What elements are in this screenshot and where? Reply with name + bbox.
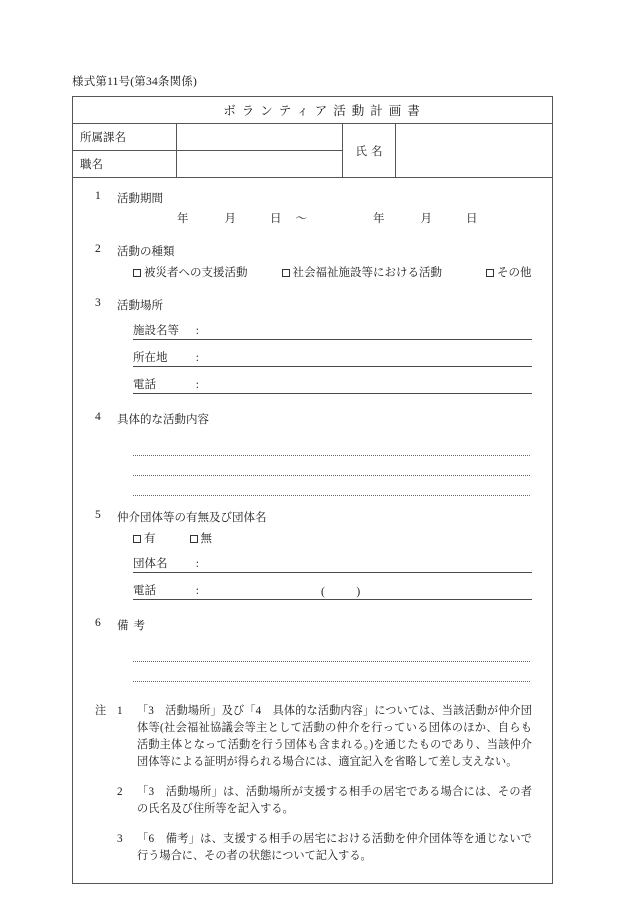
note-item	[95, 831, 532, 865]
department-row	[73, 124, 342, 151]
facility-name-label	[133, 322, 199, 340]
form-table	[72, 96, 553, 884]
checkbox-option-disaster-support[interactable]	[133, 264, 248, 280]
activity-period-date-line[interactable]	[95, 210, 532, 226]
org-name-label	[133, 555, 199, 573]
section-4-number: 4	[95, 411, 101, 423]
form-number: 様式第11号(第34条関係)	[72, 76, 198, 88]
section-2-heading	[95, 243, 532, 259]
position-label-text: 職名	[80, 159, 103, 171]
note-text: 「3 活動場所」は、活動場所が支援する相手の居宅である場合には、その者の氏名及び住所等を記入する。	[137, 786, 532, 815]
org-phone-colon: :	[195, 585, 199, 597]
form-body	[73, 178, 552, 883]
remarks-writing-area[interactable]	[95, 642, 532, 682]
address-label	[133, 349, 199, 367]
address-input[interactable]	[199, 352, 532, 367]
checkbox-icon[interactable]	[282, 269, 290, 277]
section-remarks	[73, 617, 552, 682]
dotted-line[interactable]	[133, 642, 530, 662]
section-3-heading	[95, 297, 532, 313]
department-input[interactable]	[177, 124, 342, 150]
org-name-label-text: 団体名	[133, 558, 168, 570]
start-month-label: 月	[224, 213, 236, 225]
checkbox-icon[interactable]	[190, 535, 198, 543]
dotted-line[interactable]	[133, 436, 530, 456]
notes-label-spacer	[95, 831, 117, 865]
section-4-heading	[95, 411, 532, 427]
facility-name-field	[95, 322, 532, 340]
section-5-title: 仲介団体等の有無及び団体名	[117, 512, 267, 524]
identity-block	[73, 124, 552, 178]
section-2-title: 活動の種類	[117, 246, 175, 258]
title-row	[73, 97, 552, 124]
document-title: ボランティア活動計画書	[223, 104, 426, 118]
checkbox-option-disaster-support-label: 被災者への支援活動	[144, 267, 248, 279]
section-1-title: 活動期間	[117, 193, 163, 205]
department-label-text: 所属課名	[80, 132, 126, 144]
facility-name-label-text: 施設名等	[133, 325, 179, 337]
checkbox-icon[interactable]	[486, 269, 494, 277]
section-2-number: 2	[95, 243, 101, 255]
note-number: 3	[117, 833, 123, 845]
org-phone-label-text: 電話	[133, 585, 156, 597]
section-1-heading	[95, 190, 532, 206]
section-activity-type	[73, 243, 552, 280]
section-5-heading	[95, 509, 532, 525]
section-6-number: 6	[95, 617, 101, 629]
phone-colon: :	[195, 379, 199, 391]
start-year-label: 年	[177, 213, 189, 225]
checkbox-option-other[interactable]	[486, 264, 532, 280]
address-field	[95, 349, 532, 367]
note-number: 1	[117, 705, 123, 717]
facility-name-colon: :	[195, 325, 199, 337]
department-label	[73, 124, 177, 150]
section-3-title: 活動場所	[117, 300, 163, 312]
checkbox-icon[interactable]	[133, 535, 141, 543]
dotted-line[interactable]	[133, 456, 530, 476]
section-activity-details	[73, 411, 552, 496]
name-label: 氏名	[343, 124, 396, 177]
position-row	[73, 151, 342, 177]
position-label	[73, 151, 177, 177]
section-intermediary-org	[73, 509, 552, 600]
note-item	[95, 784, 532, 818]
section-4-title: 具体的な活動内容	[117, 414, 209, 426]
org-phone-field	[95, 582, 532, 600]
section-6-heading	[95, 617, 532, 633]
position-input[interactable]	[177, 151, 342, 177]
checkbox-option-no-label: 無	[200, 533, 212, 545]
org-name-input[interactable]	[199, 558, 532, 573]
end-day-label: 日	[466, 213, 478, 225]
note-text: 「6 備考」は、支援する相手の居宅における活動を仲介団体等を通じないで行う場合に、その者の状態について記入する。	[137, 833, 532, 862]
note-item	[95, 703, 532, 771]
address-label-text: 所在地	[133, 352, 168, 364]
section-3-number: 3	[95, 297, 101, 309]
org-phone-input[interactable]	[199, 585, 532, 600]
checkbox-option-other-label: その他	[497, 267, 532, 279]
start-day-label: 日	[270, 213, 282, 225]
notes-section	[73, 703, 552, 865]
checkbox-option-welfare-facility-label: 社会福祉施設等における活動	[292, 267, 442, 279]
org-phone-label	[133, 582, 199, 600]
phone-field	[95, 376, 532, 394]
dotted-line[interactable]	[133, 476, 530, 496]
phone-input[interactable]	[199, 379, 532, 394]
activity-details-writing-area[interactable]	[95, 436, 532, 496]
org-phone-area-code-paren: ( )	[321, 586, 371, 598]
activity-type-options	[95, 264, 532, 280]
phone-label	[133, 376, 199, 394]
note-number: 2	[117, 786, 123, 798]
identity-left-column	[73, 124, 343, 177]
checkbox-option-no[interactable]	[190, 530, 213, 546]
checkbox-option-yes[interactable]	[133, 530, 156, 546]
section-activity-period	[73, 190, 552, 226]
section-activity-place	[73, 297, 552, 394]
notes-label-spacer	[95, 784, 117, 818]
note-text: 「3 活動場所」及び「4 具体的な活動内容」については、当該活動が仲介団体等(社会福祉協議会等主として活動の仲介を行っている団体のほか、自らも活動主体となって活動を行う団体も含まれる。)を通じたものであり、当該仲介団体等による証明が得られる場合には、適宜記入を省略して差し支えない。	[137, 705, 532, 768]
date-range-tilde: ～	[295, 213, 307, 225]
checkbox-icon[interactable]	[133, 269, 141, 277]
org-name-field	[95, 555, 532, 573]
dotted-line[interactable]	[133, 662, 530, 682]
section-5-number: 5	[95, 509, 101, 521]
end-year-label: 年	[373, 213, 385, 225]
notes-label: 注	[95, 705, 107, 717]
phone-label-text: 電話	[133, 379, 156, 391]
end-month-label: 月	[420, 213, 432, 225]
section-6-title: 備考	[117, 620, 150, 632]
facility-name-input[interactable]	[199, 325, 532, 340]
intermediary-org-options	[95, 530, 532, 546]
checkbox-option-yes-label: 有	[144, 533, 156, 545]
section-1-number: 1	[95, 190, 101, 202]
checkbox-option-welfare-facility[interactable]	[282, 264, 443, 280]
address-colon: :	[195, 352, 199, 364]
name-input[interactable]	[396, 124, 552, 177]
org-name-colon: :	[195, 558, 199, 570]
